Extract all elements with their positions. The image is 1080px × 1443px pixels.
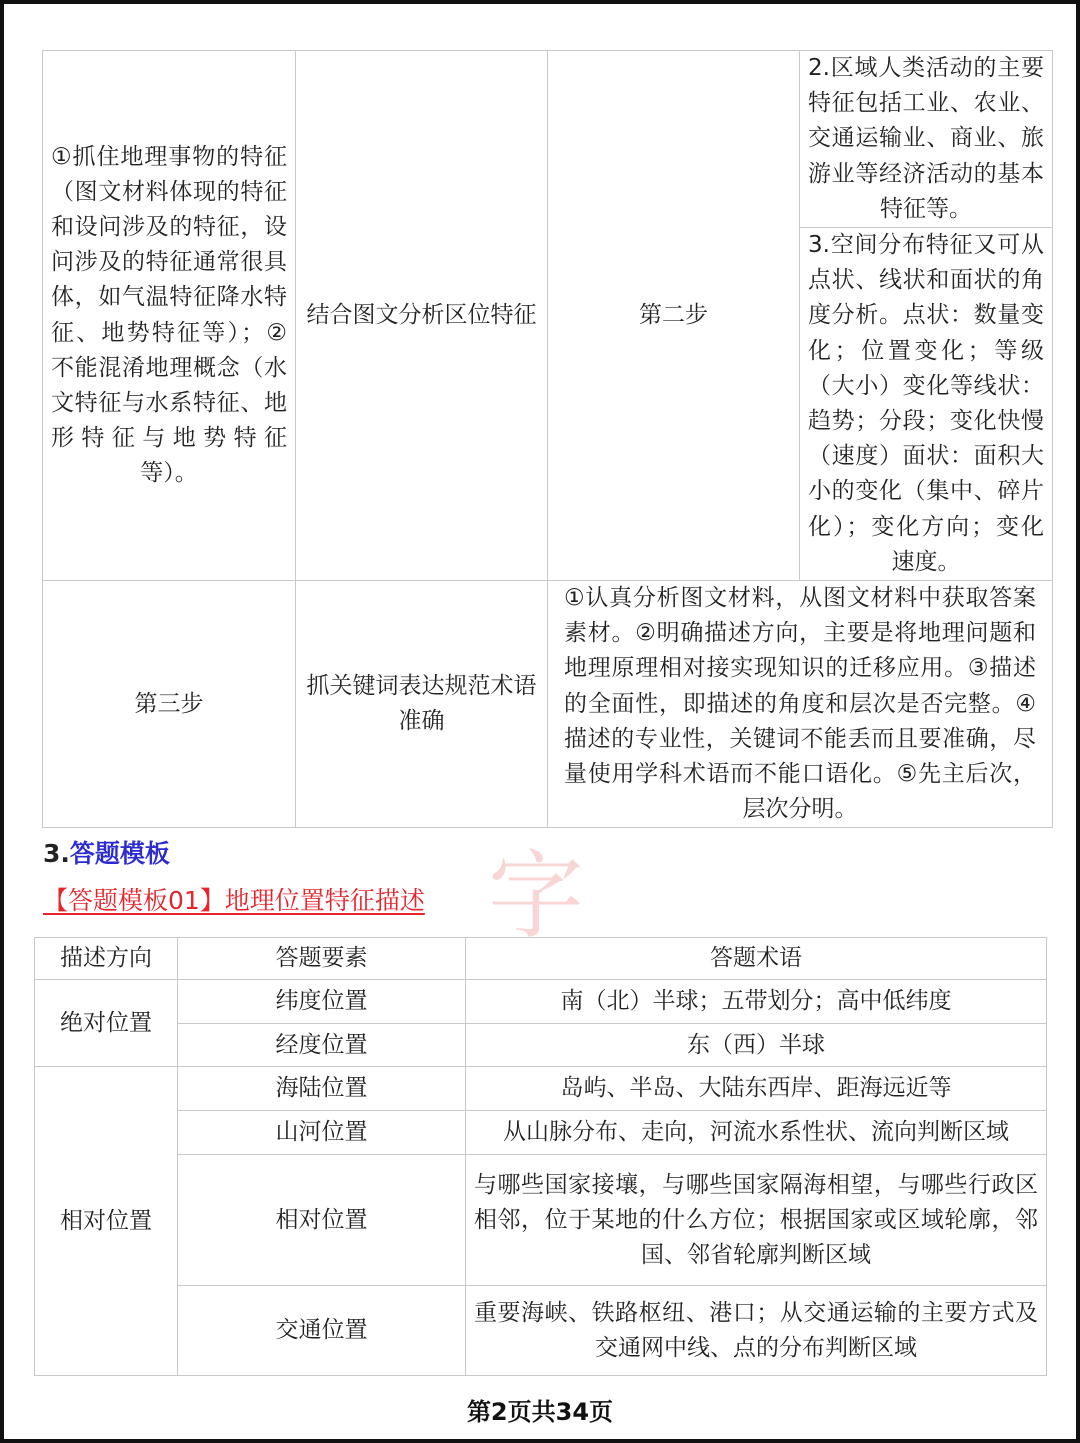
term-cell: 岛屿、半岛、大陆东西岸、距海远近等 <box>466 1067 1047 1111</box>
section-number: 3. <box>43 839 70 868</box>
term-cell: 南（北）半球；五带划分；高中低纬度 <box>466 980 1047 1024</box>
column-header: 答题要素 <box>178 938 466 980</box>
template-subtitle: 【答题模板01】地理位置特征描述 <box>43 886 425 915</box>
column-header: 答题术语 <box>466 938 1047 980</box>
step-content-cell: 结合图文分析区位特征 <box>296 51 548 581</box>
element-cell: 纬度位置 <box>178 980 466 1024</box>
term-cell: 从山脉分布、走向，河流水系性状、流向判断区域 <box>466 1111 1047 1155</box>
table-header-row <box>35 938 1047 980</box>
term-cell: 东（西）半球 <box>466 1024 1047 1067</box>
page-number: 第2页共34页 <box>466 1398 614 1426</box>
table-row <box>43 51 1053 228</box>
table-row <box>35 1067 1047 1111</box>
element-cell: 山河位置 <box>178 1111 466 1155</box>
element-cell: 交通位置 <box>178 1286 466 1376</box>
feature-tips-cell: ①抓住地理事物的特征（图文材料体现的特征和设问涉及的特征，设问涉及的特征通常很具体，如气温特征降水特征、地势特征等）；②不能混淆地理概念（水文特征与水系特征、地形特征与地势特征等）。 <box>43 51 296 581</box>
section-title: 答题模板 <box>69 839 170 868</box>
location-template-table <box>34 937 1047 1376</box>
element-cell: 经度位置 <box>178 1024 466 1067</box>
step-label-cell: 第二步 <box>548 51 800 581</box>
steps-table <box>42 50 1053 828</box>
term-cell: 与哪些国家接壤，与哪些国家隔海相望，与哪些行政区相邻，位于某地的什么方位；根据国家或区域轮廓，邻国、邻省轮廓判断区域 <box>466 1155 1047 1286</box>
step-label-cell: 第三步 <box>43 581 296 828</box>
term-cell: 重要海峡、铁路枢纽、港口；从交通运输的主要方式及交通网中线、点的分布判断区域 <box>466 1286 1047 1376</box>
section-heading <box>43 836 170 872</box>
element-cell: 海陆位置 <box>178 1067 466 1111</box>
human-activity-cell: 2.区域人类活动的主要特征包括工业、农业、交通运输业、商业、旅游业等经济活动的基本特征等。 <box>800 51 1053 228</box>
element-cell: 相对位置 <box>178 1155 466 1286</box>
table-row <box>43 581 1053 828</box>
table-row <box>35 1024 1047 1067</box>
step-detail-cell: ①认真分析图文材料，从图文材料中获取答案素材。②明确描述方向，主要是将地理问题和地理原理相对接实现知识的迁移应用。③描述的全面性，即描述的角度和层次是否完整。④描述的专业性，关键词不能丢而且要准确，尽量使用学科术语而不能口语化。⑤先主后次，层次分明。 <box>548 581 1053 828</box>
direction-cell: 相对位置 <box>35 1067 178 1376</box>
table-row <box>35 1155 1047 1286</box>
step-content-cell: 抓关键词表达规范术语准确 <box>296 581 548 828</box>
direction-cell: 绝对位置 <box>35 980 178 1067</box>
table-row <box>35 1286 1047 1376</box>
table-row <box>35 980 1047 1024</box>
spatial-distribution-cell: 3.空间分布特征又可从点状、线状和面状的角度分析。点状：数量变化；位置变化；等级（大小）变化等线状：趋势；分段；变化快慢（速度）面状：面积大小的变化（集中、碎片化）；变化方向；变化速度。 <box>800 228 1053 581</box>
watermark: 字 <box>488 840 584 952</box>
table-row <box>35 1111 1047 1155</box>
column-header: 描述方向 <box>35 938 178 980</box>
